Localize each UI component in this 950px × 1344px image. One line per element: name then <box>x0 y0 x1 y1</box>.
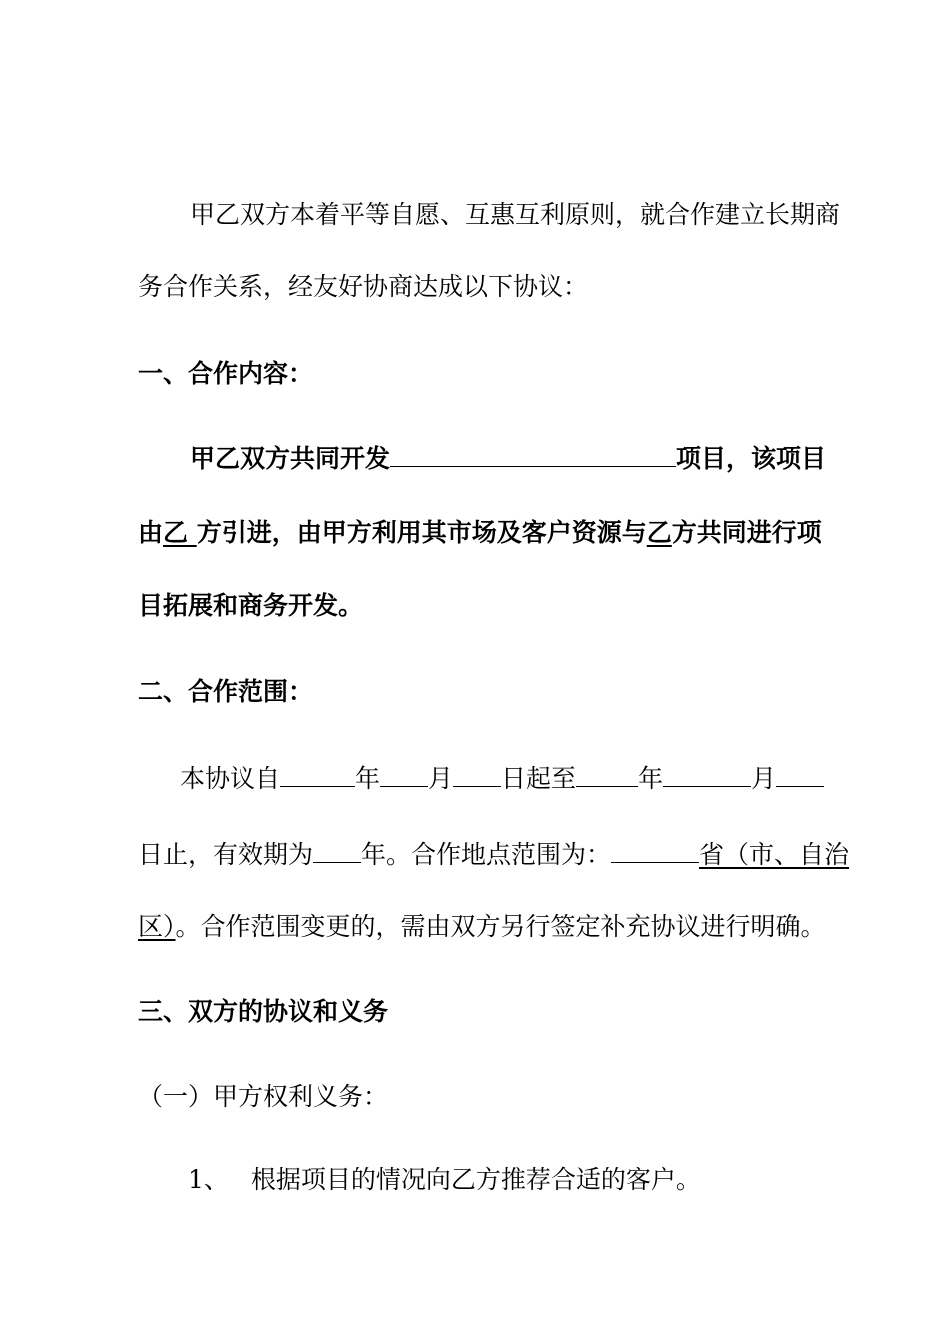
project-text-a: 甲乙双方共同开发 <box>190 444 391 473</box>
text-from: 本协议自 <box>180 764 281 793</box>
text-term: 日止，有效期为 <box>138 840 314 869</box>
text-location: 年。合作地点范围为： <box>361 840 612 869</box>
list-item-number: 1、 <box>188 1165 229 1194</box>
province-blank[interactable] <box>611 838 699 863</box>
section-1-paragraph-line-3: 目拓展和商务开发。 <box>138 591 364 620</box>
line2-text-a: 由 <box>138 518 164 547</box>
section-2-line-1 <box>180 762 824 794</box>
section-2-heading: 二、合作范围： <box>138 677 314 706</box>
list-item-1 <box>188 1165 701 1195</box>
list-item-text: 根据项目的情况向乙方推荐合适的客户。 <box>250 1165 701 1194</box>
project-text-b: 项目，该项目 <box>676 444 827 473</box>
text-until: 日起至 <box>501 764 577 793</box>
term-years-blank[interactable] <box>313 838 361 863</box>
text-month-2: 月 <box>751 764 777 793</box>
text-year: 年 <box>355 764 381 793</box>
text-year-2: 年 <box>638 764 664 793</box>
section-1-heading: 一、合作内容： <box>138 359 314 388</box>
section-1-paragraph-line-1 <box>190 442 826 474</box>
intro-line-1: 甲乙双方本着平等自愿、互惠互利原则，就合作建立长期商 <box>190 200 841 229</box>
party-b-underlined-2: 乙 <box>646 518 672 547</box>
change-clause-text: 。合作范围变更的，需由双方另行签定补充协议进行明确。 <box>175 912 826 941</box>
end-month-blank[interactable] <box>663 762 751 787</box>
section-1-paragraph-line-2 <box>138 518 822 548</box>
end-day-blank[interactable] <box>776 762 824 787</box>
section-2-line-3 <box>138 912 826 942</box>
province-text: 省（市、自治 <box>699 840 850 869</box>
line2-text-c: 方共同进行项 <box>671 518 822 547</box>
section-3-heading: 三、双方的协议和义务 <box>138 997 389 1026</box>
project-name-blank[interactable] <box>390 442 676 467</box>
intro-line-2: 务合作关系，经友好协商达成以下协议： <box>138 272 589 301</box>
start-day-blank[interactable] <box>453 762 501 787</box>
district-text: 区） <box>138 912 176 941</box>
text-month: 月 <box>428 764 454 793</box>
party-a-rights-heading: （一）甲方权利义务： <box>138 1082 389 1111</box>
end-year-blank[interactable] <box>576 762 638 787</box>
party-b-underlined-1: 乙 <box>163 518 197 547</box>
line2-text-b: 方引进，由甲方利用其市场及客户资源与 <box>196 518 647 547</box>
start-year-blank[interactable] <box>280 762 355 787</box>
start-month-blank[interactable] <box>380 762 428 787</box>
section-2-line-2 <box>138 838 849 870</box>
